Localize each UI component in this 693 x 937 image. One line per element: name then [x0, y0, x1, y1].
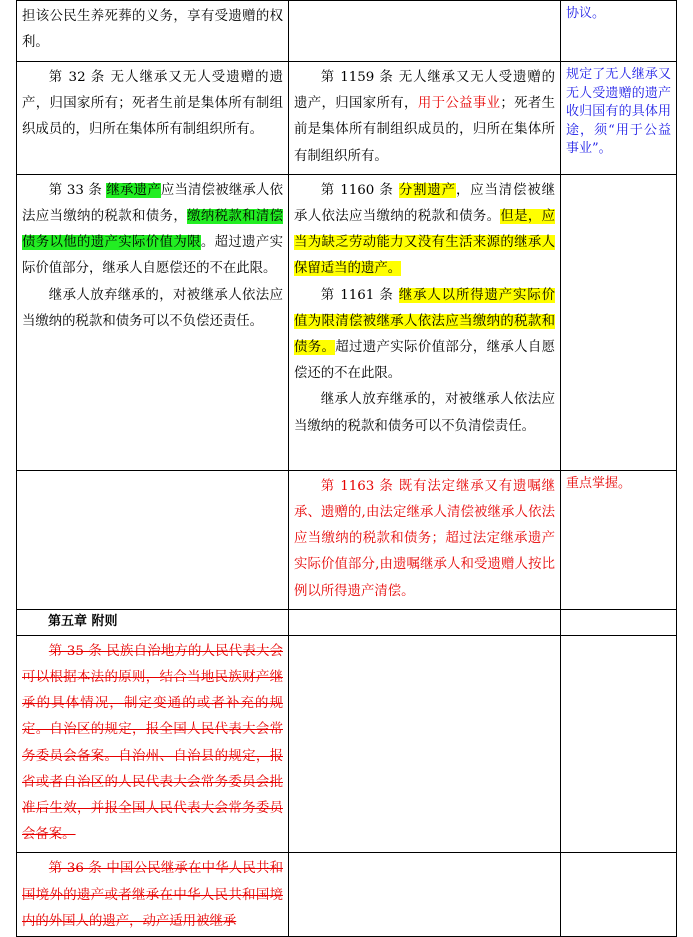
article-text: ；死者生前是集体所有制组织成员的，归所在集体所有制组织所有。 [294, 96, 556, 164]
highlighted-text: 分割遗产 [398, 182, 456, 198]
table-row [17, 62, 677, 175]
old-law-cell [17, 62, 289, 175]
changed-text: 用于公益事业 [417, 96, 501, 112]
note-cell [561, 1, 677, 62]
article-text: 第 33 条 [48, 182, 107, 198]
new-article-1159 [294, 65, 555, 170]
note-text: 规定了无人继承又无人受遗赠的遗产收归国有的具体用途，须“用于公益事业”。 [566, 67, 671, 157]
old-law-cell [17, 635, 289, 853]
note-text: 协议。 [566, 6, 606, 21]
highlighted-text: 继承人以所得遗产实际价值为限清偿被继承人依法应当缴纳的税款和债务。 [294, 287, 555, 356]
highlighted-text: 但是，应当为缺乏劳动能力又没有生活来源的继承人保留适当的遗产。 [294, 209, 556, 277]
table-row [17, 635, 677, 853]
article-text: 第 1159 条 无人继承又无人受遗赠的遗产，归国家所有， [294, 70, 555, 112]
table-row [17, 1, 677, 62]
new-law-cell [289, 853, 561, 937]
new-law-cell [289, 1, 561, 62]
new-article-1161-para-2: 继承人放弃继承的，对被继承人依法应当缴纳的税款和债务可以不负清偿责任。 [294, 392, 555, 434]
table-row [17, 853, 677, 937]
note-cell [561, 470, 677, 609]
article-text: 。超过遗产实际价值部分，继承人自愿偿还的不在此限。 [22, 235, 283, 277]
note-cell [561, 62, 677, 175]
new-law-cell [289, 62, 561, 175]
article-text: ，应当清偿被继承人依法应当缴纳的税款和债务。 [294, 182, 556, 225]
article-text: 第 1160 条 [320, 182, 399, 198]
new-law-cell [289, 609, 561, 635]
deleted-article-35: 第 35 条 民族自治地方的人民代表大会可以根据本法的原则，结合当地民族财产继承的具体情况，制定变通的或者补充的规定。自治区的规定，报全国人民代表大会常务委员会备案。自治州、自治县的规定，报省或者自治区的人民代表大会常务委员会批准后生效，并报全国人民代表大会常务委员会备案。 [22, 643, 283, 843]
new-article-1161 [294, 283, 555, 388]
note-cell [561, 609, 677, 635]
note-cell [561, 853, 677, 937]
new-law-cell [289, 174, 561, 470]
table-row [17, 470, 677, 609]
comparison-table [16, 0, 677, 937]
note-cell [561, 635, 677, 853]
old-article-32: 第 32 条 无人继承又无人受遗赠的遗产，归国家所有；死者生前是集体所有制组织成员的，归所在集体所有制组织所有。 [22, 70, 283, 138]
new-law-cell [289, 635, 561, 853]
old-law-cell [17, 470, 289, 609]
chapter-heading: 第五章 附则 [48, 613, 118, 629]
old-law-text: 担该公民生养死葬的义务，享有受遗赠的权利。 [22, 9, 283, 51]
note-text: 重点掌握。 [566, 475, 632, 491]
old-article-33 [22, 178, 283, 283]
highlighted-text: 继承遗产 [106, 182, 161, 198]
old-law-cell [17, 609, 289, 635]
new-article-1163: 第 1163 条 既有法定继承又有遗嘱继承、遗赠的,由法定继承人清偿被继承人依法应当缴纳的税款和债务；超过法定继承遗产实际价值部分,由遗嘱继承人和受遗赠人按比例以所得遗产清偿。 [294, 478, 555, 599]
old-law-cell [17, 174, 289, 470]
cell-clip [22, 856, 283, 932]
old-law-cell [17, 1, 289, 62]
article-text: 第 1161 条 [320, 287, 399, 303]
highlighted-text: 缴纳税款和清偿债务以他的遗产实际价值为限 [22, 209, 284, 251]
table-row [17, 609, 677, 635]
article-text: 应当清偿被继承人依法应当缴纳的税款和债务， [22, 182, 284, 225]
deleted-article-36: 第 36 条 中国公民继承在中华人民共和国境外的遗产或者继承在中华人民共和国境内的外国人的遗产，动产适用被继承 [22, 861, 283, 929]
note-cell [561, 174, 677, 470]
old-article-33-para-2: 继承人放弃继承的，对被继承人依法应当缴纳的税款和债务可以不负偿还责任。 [22, 287, 283, 329]
table-row [17, 174, 677, 470]
new-law-cell [289, 470, 561, 609]
old-law-cell [17, 853, 289, 937]
new-article-1160 [294, 178, 555, 283]
article-text: 超过遗产实际价值部分，继承人自愿偿还的不在此限。 [294, 340, 556, 382]
